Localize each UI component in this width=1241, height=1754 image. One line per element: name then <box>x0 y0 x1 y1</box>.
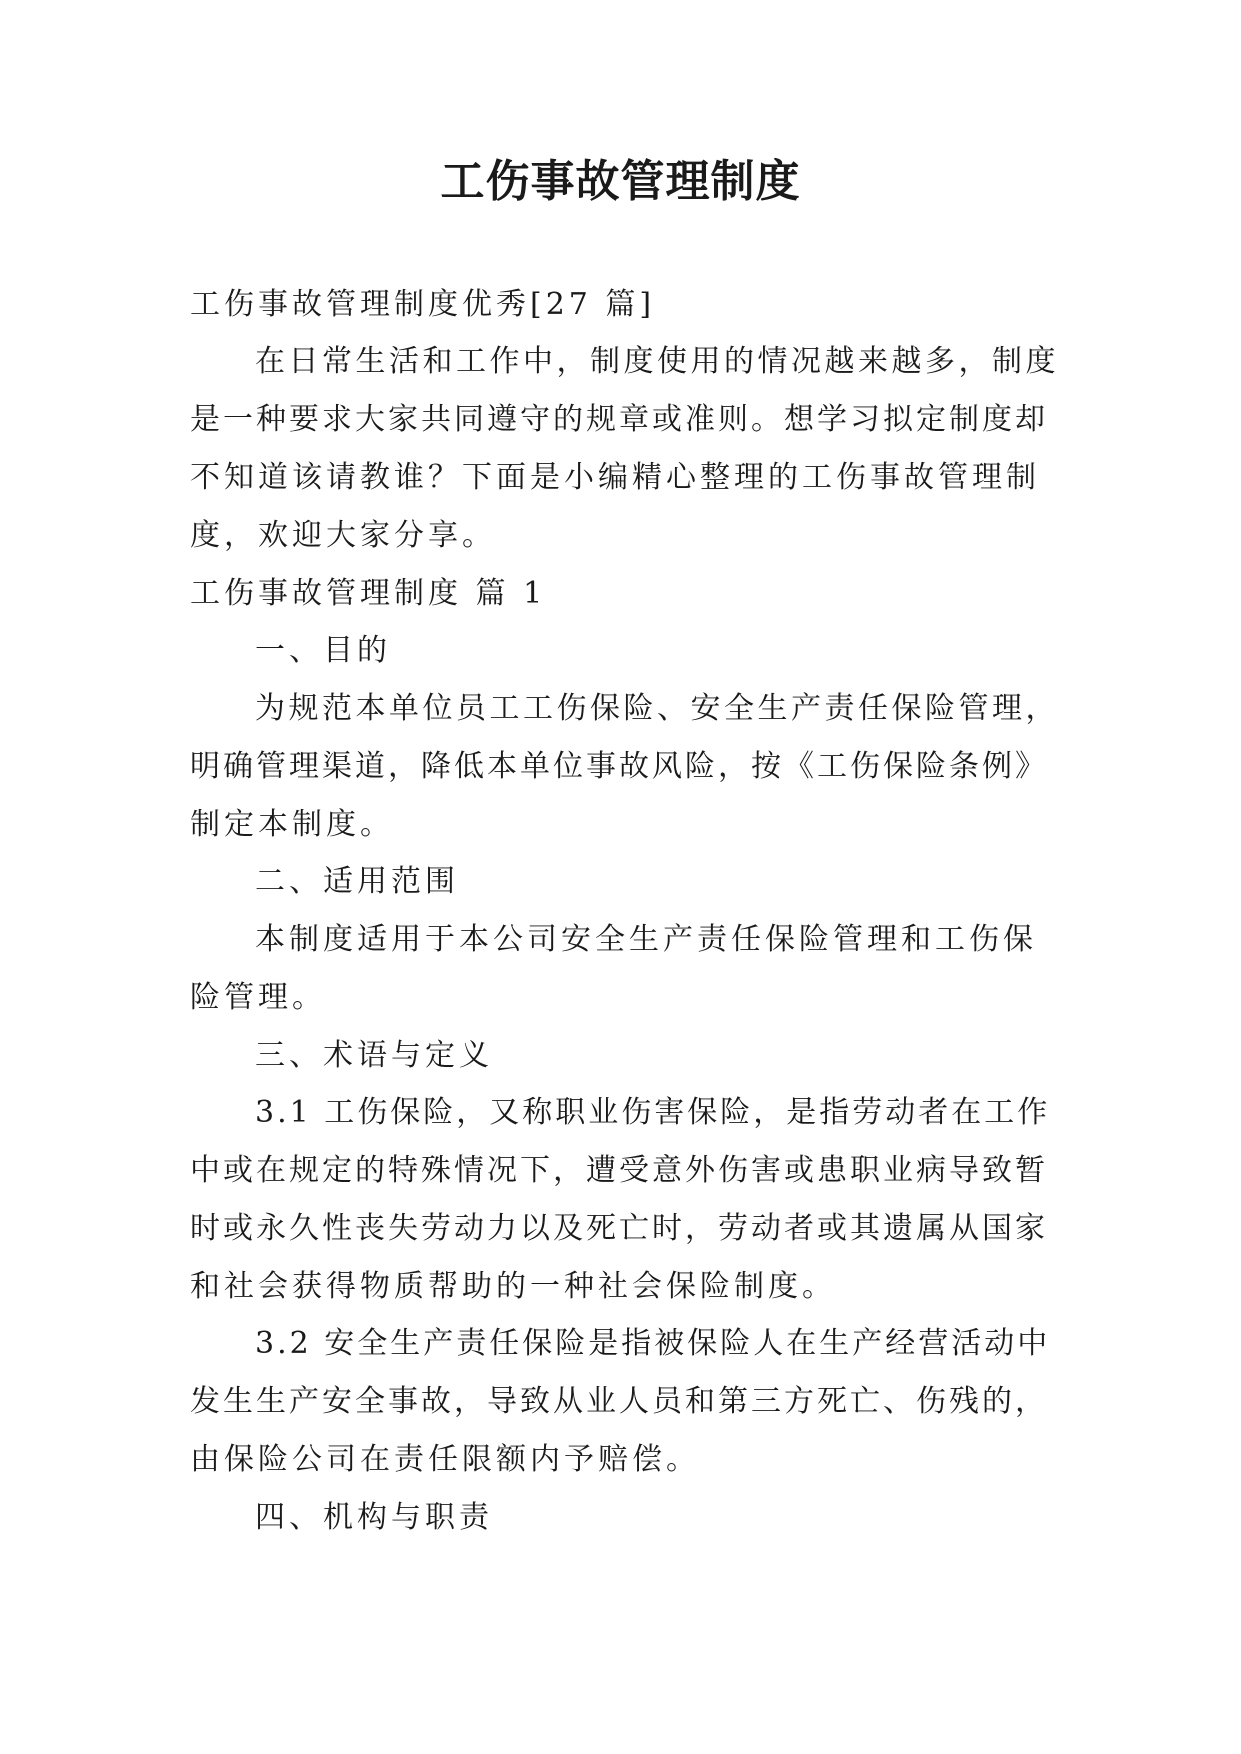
body-line: 3.2 安全生产责任保险是指被保险人在生产经营活动中 <box>255 1326 1051 1361</box>
body-line: 本制度适用于本公司安全生产责任保险管理和工伤保 <box>255 922 1037 957</box>
intro-line: 在日常生活和工作中，制度使用的情况越来越多，制度 <box>255 344 1059 379</box>
body-line: 制定本制度。 <box>190 807 394 842</box>
chapter-heading: 工伤事故管理制度 篇 1 <box>190 576 547 611</box>
intro-line: 度，欢迎大家分享。 <box>190 518 496 553</box>
document-subtitle: 工伤事故管理制度优秀[27 篇] <box>190 287 656 322</box>
body-line: 时或永久性丧失劳动力以及死亡时，劳动者或其遗属从国家 <box>190 1211 1048 1246</box>
body-line: 明确管理渠道，降低本单位事故风险，按《工伤保险条例》 <box>190 749 1048 784</box>
section-heading: 二、适用范围 <box>255 864 459 899</box>
section-heading: 一、目的 <box>255 633 391 668</box>
section-heading: 三、术语与定义 <box>255 1038 493 1073</box>
body-line: 中或在规定的特殊情况下，遭受意外伤害或患职业病导致暂 <box>190 1153 1048 1188</box>
document-title: 工伤事故管理制度 <box>440 156 801 207</box>
section-heading: 四、机构与职责 <box>255 1500 493 1535</box>
intro-line: 不知道该请教谁？下面是小编精心整理的工伤事故管理制 <box>190 460 1040 495</box>
body-line: 由保险公司在责任限额内予赔偿。 <box>190 1442 700 1477</box>
body-line: 发生生产安全事故，导致从业人员和第三方死亡、伤残的， <box>190 1384 1048 1419</box>
body-line: 险管理。 <box>190 980 326 1015</box>
body-line: 和社会获得物质帮助的一种社会保险制度。 <box>190 1269 836 1304</box>
body-line: 为规范本单位员工工伤保险、安全生产责任保险管理， <box>255 691 1059 726</box>
body-line: 3.1 工伤保险，又称职业伤害保险，是指劳动者在工作 <box>255 1095 1051 1130</box>
intro-line: 是一种要求大家共同遵守的规章或准则。想学习拟定制度却 <box>190 402 1048 437</box>
